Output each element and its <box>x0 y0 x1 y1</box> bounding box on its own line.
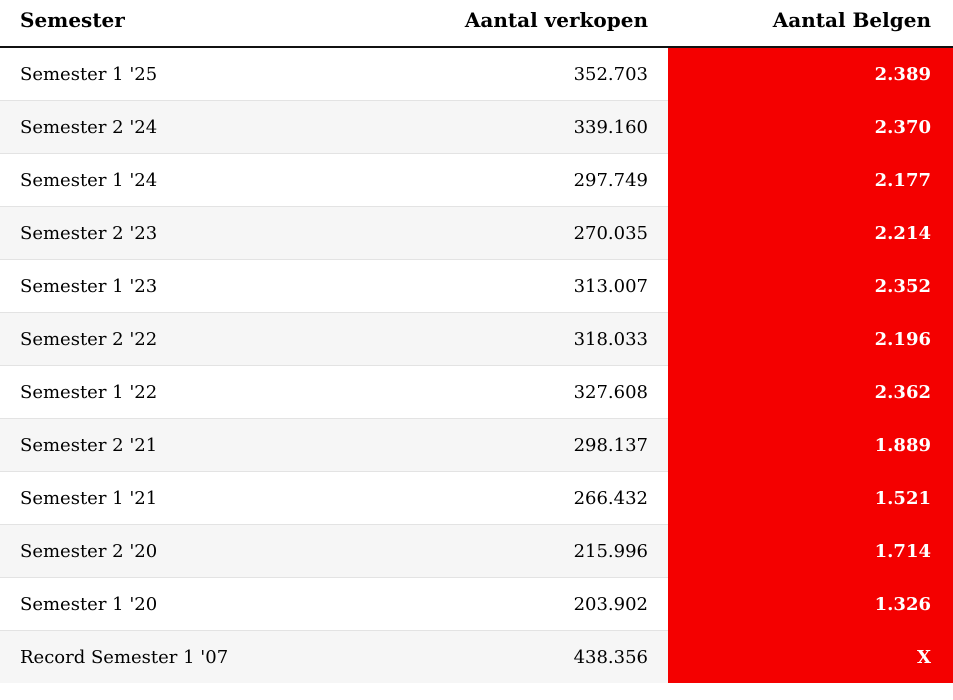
cell-semester: Semester 1 '25 <box>0 47 430 101</box>
table-row <box>0 207 953 260</box>
table-row <box>0 313 953 366</box>
cell-aantal-verkopen: 339.160 <box>430 101 668 154</box>
cell-aantal-verkopen: 352.703 <box>430 47 668 101</box>
table-row <box>0 260 953 313</box>
cell-semester: Semester 2 '22 <box>0 313 430 366</box>
table-row <box>0 101 953 154</box>
table-body <box>0 47 953 683</box>
cell-aantal-verkopen: 327.608 <box>430 366 668 419</box>
cell-semester: Semester 1 '23 <box>0 260 430 313</box>
column-header-aantal-verkopen: Aantal verkopen <box>430 0 668 47</box>
cell-semester: Semester 1 '20 <box>0 578 430 631</box>
table-header-row <box>0 0 953 47</box>
cell-aantal-verkopen: 203.902 <box>430 578 668 631</box>
cell-aantal-belgen: 2.362 <box>668 366 953 419</box>
cell-aantal-verkopen: 297.749 <box>430 154 668 207</box>
cell-semester: Semester 1 '22 <box>0 366 430 419</box>
cell-aantal-belgen: 2.370 <box>668 101 953 154</box>
cell-semester: Semester 1 '24 <box>0 154 430 207</box>
cell-aantal-belgen: 1.889 <box>668 419 953 472</box>
table-row <box>0 631 953 684</box>
table-row <box>0 578 953 631</box>
cell-aantal-belgen: 1.326 <box>668 578 953 631</box>
column-header-aantal-belgen: Aantal Belgen <box>668 0 953 47</box>
cell-semester: Semester 2 '23 <box>0 207 430 260</box>
cell-aantal-belgen: 1.521 <box>668 472 953 525</box>
table-row <box>0 525 953 578</box>
cell-aantal-belgen: X <box>668 631 953 684</box>
cell-aantal-belgen: 1.714 <box>668 525 953 578</box>
cell-aantal-verkopen: 215.996 <box>430 525 668 578</box>
cell-aantal-belgen: 2.352 <box>668 260 953 313</box>
cell-aantal-belgen: 2.196 <box>668 313 953 366</box>
cell-aantal-verkopen: 266.432 <box>430 472 668 525</box>
column-header-semester: Semester <box>0 0 430 47</box>
cell-aantal-belgen: 2.389 <box>668 47 953 101</box>
cell-aantal-verkopen: 438.356 <box>430 631 668 684</box>
table-row <box>0 472 953 525</box>
cell-aantal-verkopen: 313.007 <box>430 260 668 313</box>
cell-aantal-verkopen: 270.035 <box>430 207 668 260</box>
table-row <box>0 366 953 419</box>
cell-semester: Semester 2 '24 <box>0 101 430 154</box>
cell-aantal-verkopen: 318.033 <box>430 313 668 366</box>
cell-aantal-belgen: 2.177 <box>668 154 953 207</box>
cell-semester: Semester 2 '20 <box>0 525 430 578</box>
table-row <box>0 419 953 472</box>
cell-semester: Semester 1 '21 <box>0 472 430 525</box>
table-header <box>0 0 953 47</box>
cell-semester: Record Semester 1 '07 <box>0 631 430 684</box>
table-row <box>0 154 953 207</box>
cell-aantal-belgen: 2.214 <box>668 207 953 260</box>
cell-aantal-verkopen: 298.137 <box>430 419 668 472</box>
table-row <box>0 47 953 101</box>
cell-semester: Semester 2 '21 <box>0 419 430 472</box>
